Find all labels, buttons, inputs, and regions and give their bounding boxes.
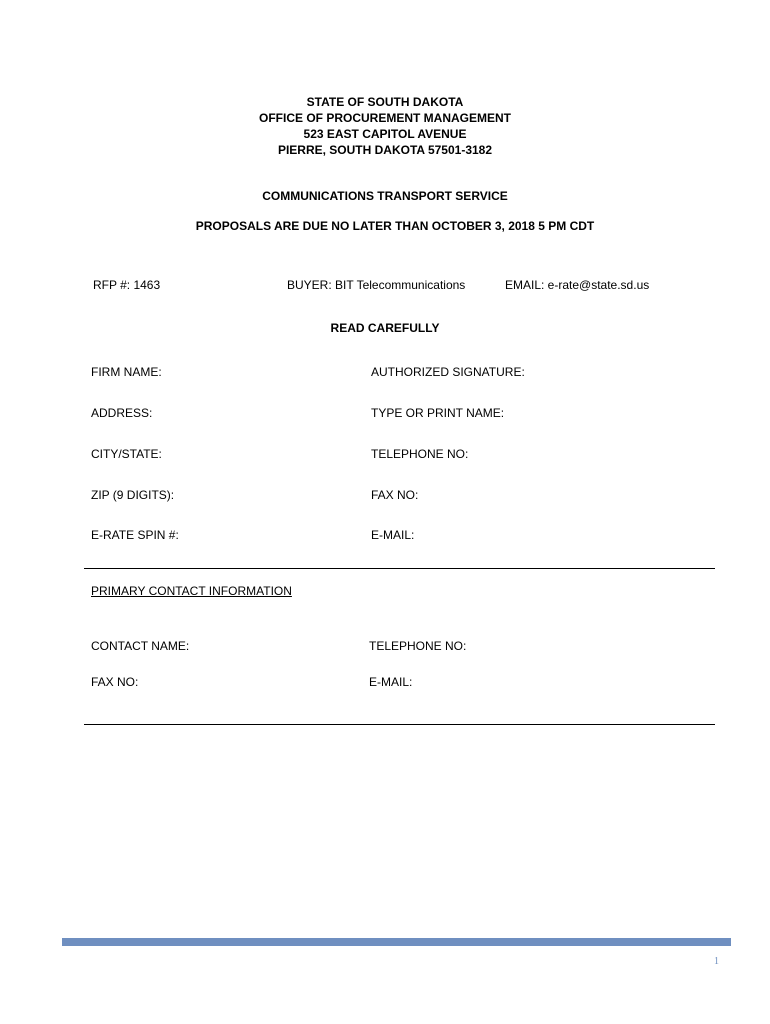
contact-fax-label: FAX NO: bbox=[91, 675, 139, 689]
city-state-label: CITY/STATE: bbox=[91, 447, 162, 461]
agency-header bbox=[0, 94, 770, 158]
authorized-signature-label: AUTHORIZED SIGNATURE: bbox=[371, 365, 525, 379]
section-divider-top bbox=[84, 568, 715, 569]
email-label: E-MAIL: bbox=[371, 528, 415, 542]
header-street: 523 EAST CAPITOL AVENUE bbox=[303, 127, 467, 141]
rfp-number: RFP #: 1463 bbox=[93, 278, 161, 292]
zip-label: ZIP (9 DIGITS): bbox=[91, 488, 175, 502]
print-name-label: TYPE OR PRINT NAME: bbox=[371, 406, 505, 420]
header-state: STATE OF SOUTH DAKOTA bbox=[306, 95, 464, 109]
header-office: OFFICE OF PROCUREMENT MANAGEMENT bbox=[259, 111, 511, 125]
section-divider-bottom bbox=[84, 724, 715, 725]
buyer-email: EMAIL: e-rate@state.sd.us bbox=[505, 278, 650, 292]
primary-contact-heading: PRIMARY CONTACT INFORMATION bbox=[91, 584, 292, 598]
firm-name-label: FIRM NAME: bbox=[91, 365, 162, 379]
address-label: ADDRESS: bbox=[91, 406, 153, 420]
contact-name-label: CONTACT NAME: bbox=[91, 639, 190, 653]
page-number: 1 bbox=[714, 956, 719, 967]
due-date-notice: PROPOSALS ARE DUE NO LATER THAN OCTOBER 3, 2018 5 PM CDT bbox=[195, 219, 595, 233]
footer-bar bbox=[62, 938, 731, 946]
header-city: PIERRE, SOUTH DAKOTA 57501-3182 bbox=[277, 143, 493, 157]
read-carefully-heading: READ CAREFULLY bbox=[330, 321, 440, 335]
contact-telephone-label: TELEPHONE NO: bbox=[369, 639, 467, 653]
erate-spin-label: E-RATE SPIN #: bbox=[91, 528, 179, 542]
buyer: BUYER: BIT Telecommunications bbox=[287, 278, 466, 292]
contact-email-label: E-MAIL: bbox=[369, 675, 413, 689]
fax-label: FAX NO: bbox=[371, 488, 419, 502]
telephone-label: TELEPHONE NO: bbox=[371, 447, 469, 461]
document-title: COMMUNICATIONS TRANSPORT SERVICE bbox=[262, 189, 508, 203]
